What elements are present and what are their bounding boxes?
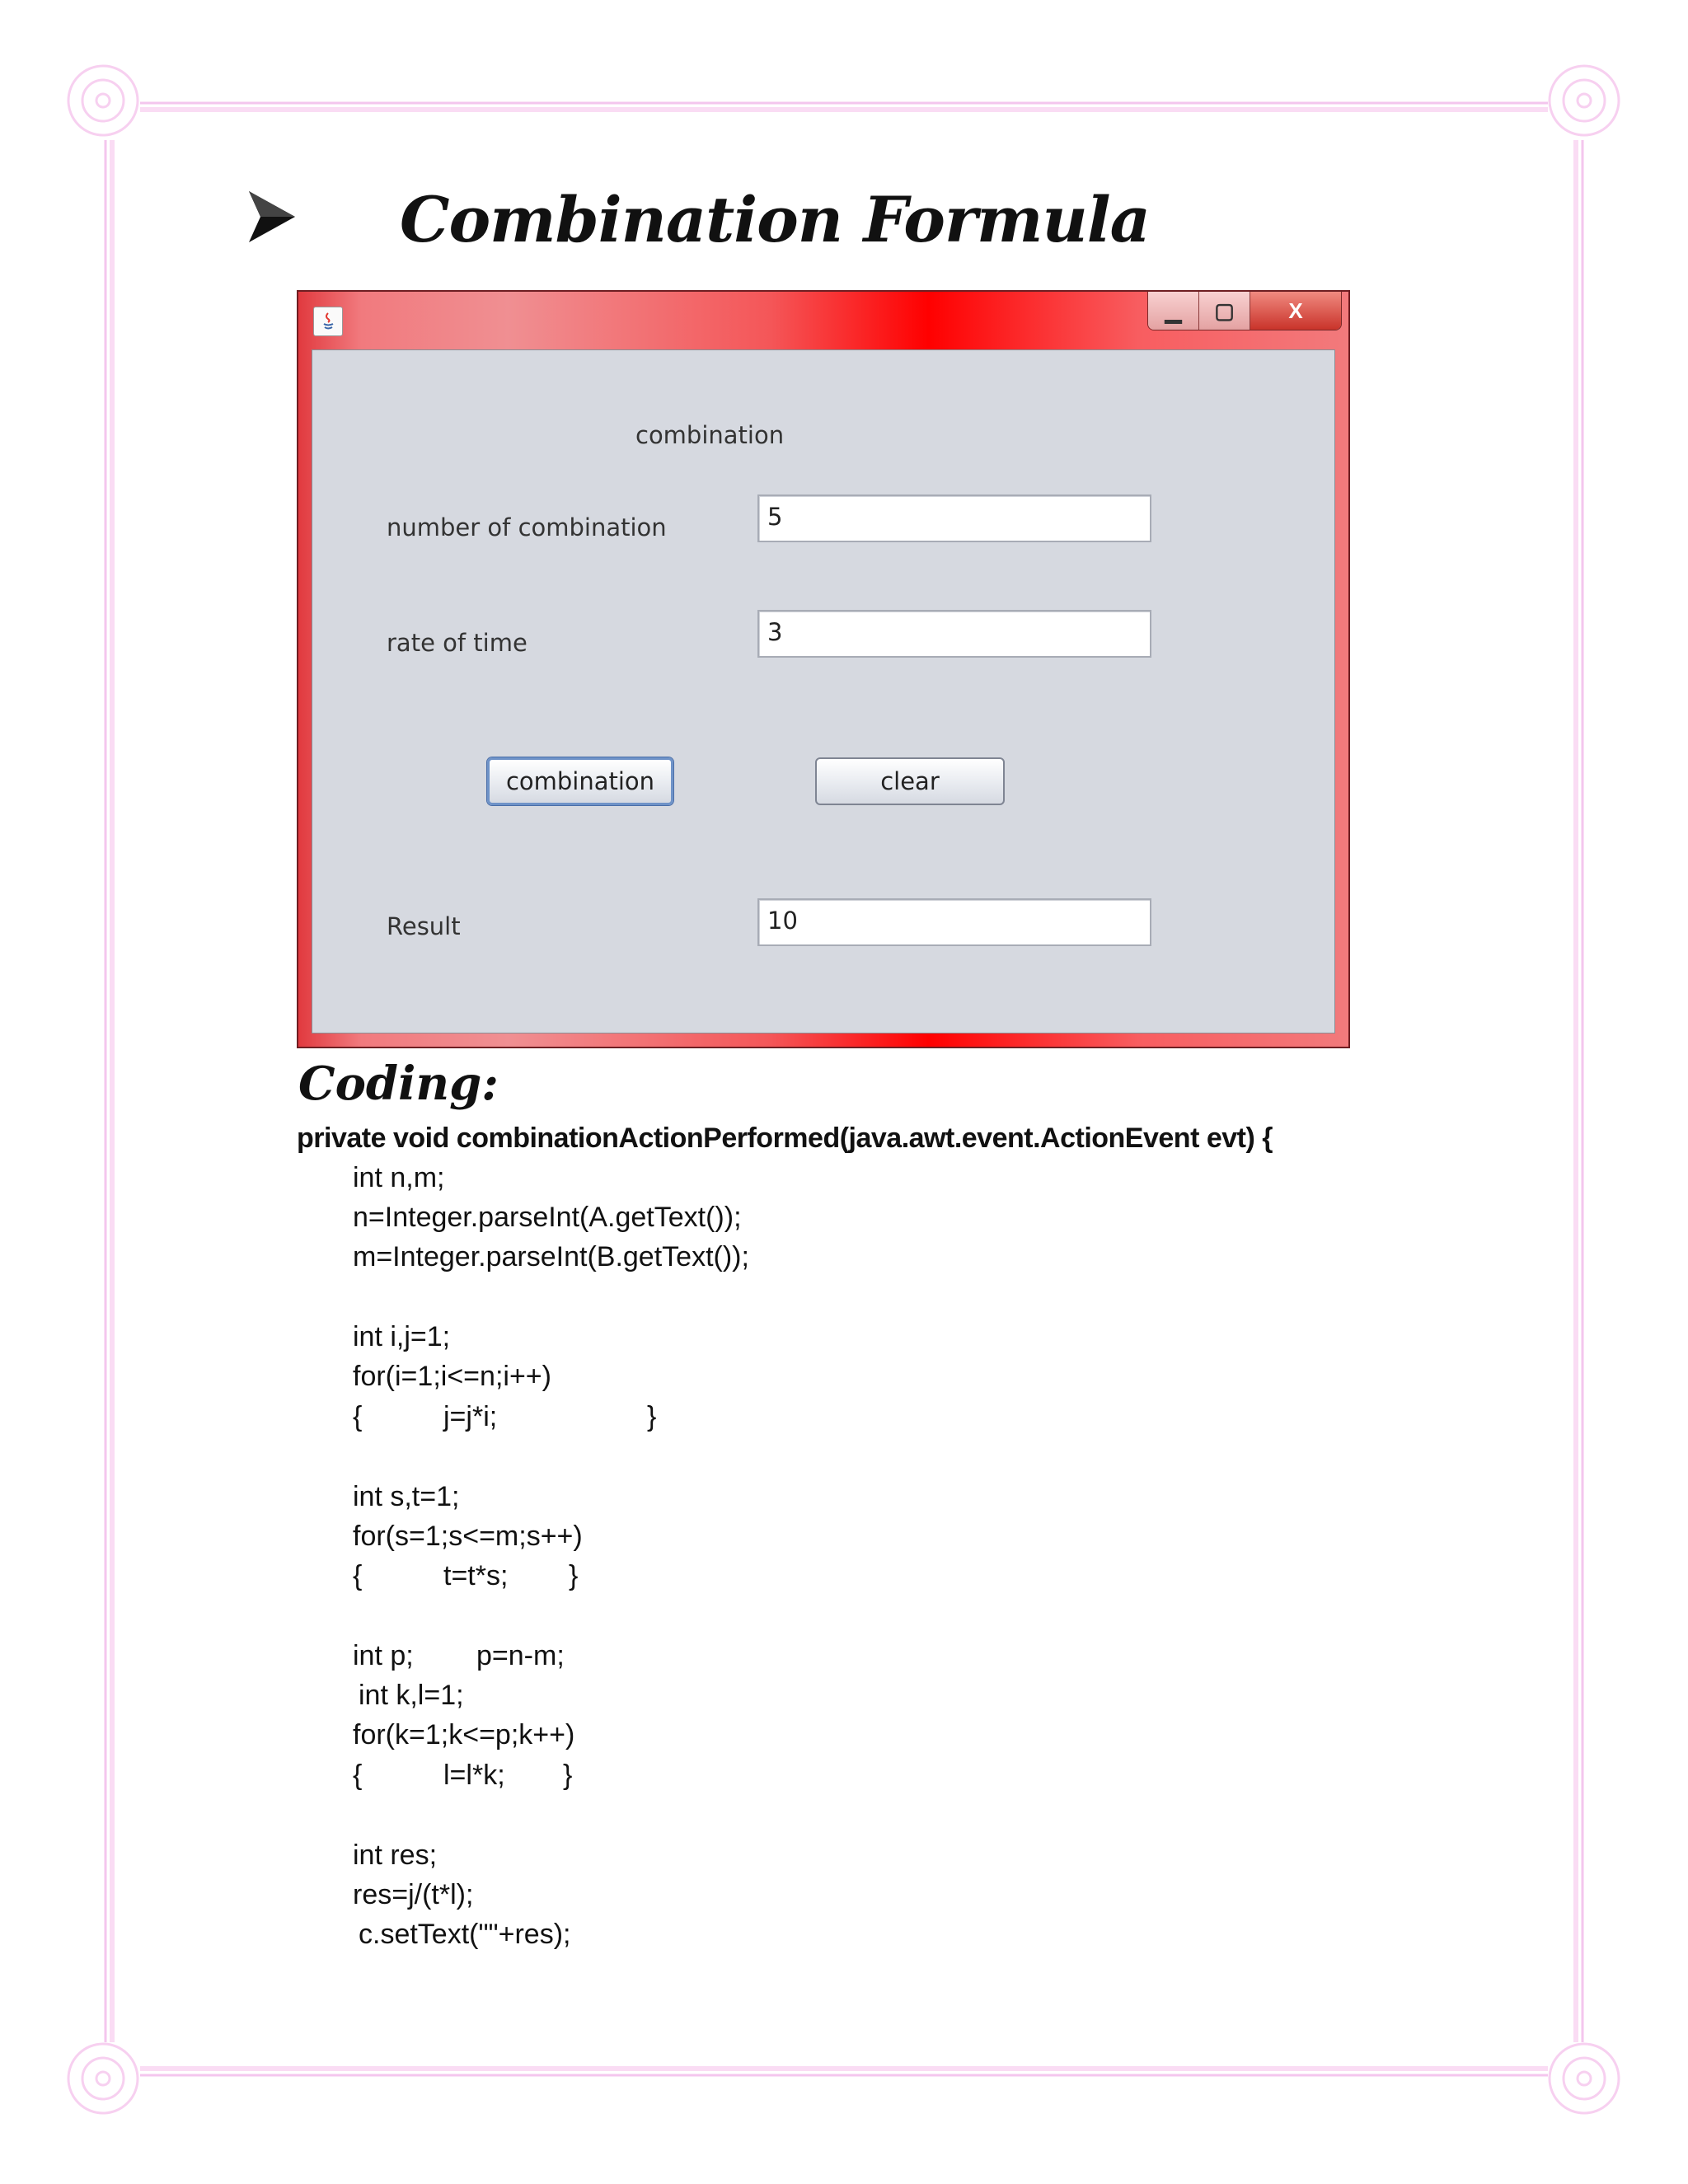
page-title: Combination Formula [400,183,1150,256]
combination-button[interactable]: combination [487,757,673,805]
coding-heading: Coding: [298,1057,499,1111]
code-line: t=t*s; [443,1560,509,1591]
java-icon[interactable] [313,307,343,336]
code-line: j=j*i; [443,1401,498,1432]
content-pane [312,349,1335,1033]
app-window [297,290,1350,1048]
code-line: n=Integer.parseInt(A.getText()); [353,1202,742,1233]
code-line: int res; [353,1840,438,1871]
close-icon: X [1288,298,1303,323]
clear-button[interactable]: clear [815,757,1005,805]
code-line: for(s=1;s<=m;s++) [353,1521,583,1552]
code-line: { [353,1401,363,1432]
result-label: Result [387,912,461,940]
arrow-bullet-icon [247,188,297,246]
rate-of-time-input[interactable]: 3 [757,610,1151,658]
code-line: { [353,1560,363,1591]
code-line: p=n-m; [476,1640,565,1671]
code-line: l=l*k; [443,1760,505,1791]
code-line: m=Integer.parseInt(B.getText()); [353,1241,749,1272]
code-line: } [647,1401,657,1432]
code-line: res=j/(t*l); [353,1879,474,1910]
rate-of-time-label: rate of time [387,629,528,657]
number-of-combination-label: number of combination [387,513,667,541]
code-line: int i,j=1; [353,1321,451,1352]
code-line: int p; [353,1640,414,1671]
code-line: int k,l=1; [359,1680,464,1711]
section-heading [247,183,1150,256]
code-line: c.setText(""+res); [359,1919,571,1950]
code-line: for(i=1;i<=n;i++) [353,1361,551,1392]
maximize-icon: ▢ [1214,298,1235,323]
code-method-signature: private void combinationActionPerformed(java.awt.event.ActionEvent evt) { [297,1122,1273,1154]
minimize-button[interactable] [1148,292,1199,330]
code-line: } [563,1760,573,1791]
code-line: int s,t=1; [353,1481,460,1512]
code-line: } [569,1560,579,1591]
window-controls [1147,292,1342,330]
minimize-icon: ▁ [1165,298,1182,323]
close-button[interactable] [1250,292,1341,330]
maximize-button[interactable] [1199,292,1250,330]
number-of-combination-input[interactable]: 5 [757,494,1151,542]
code-line: int n,m; [353,1162,445,1193]
code-line: { [353,1760,363,1791]
form-header-label: combination [635,421,785,449]
result-field[interactable]: 10 [757,898,1151,946]
title-bar[interactable] [298,292,1348,348]
code-line: for(k=1;k<=p;k++) [353,1719,575,1750]
